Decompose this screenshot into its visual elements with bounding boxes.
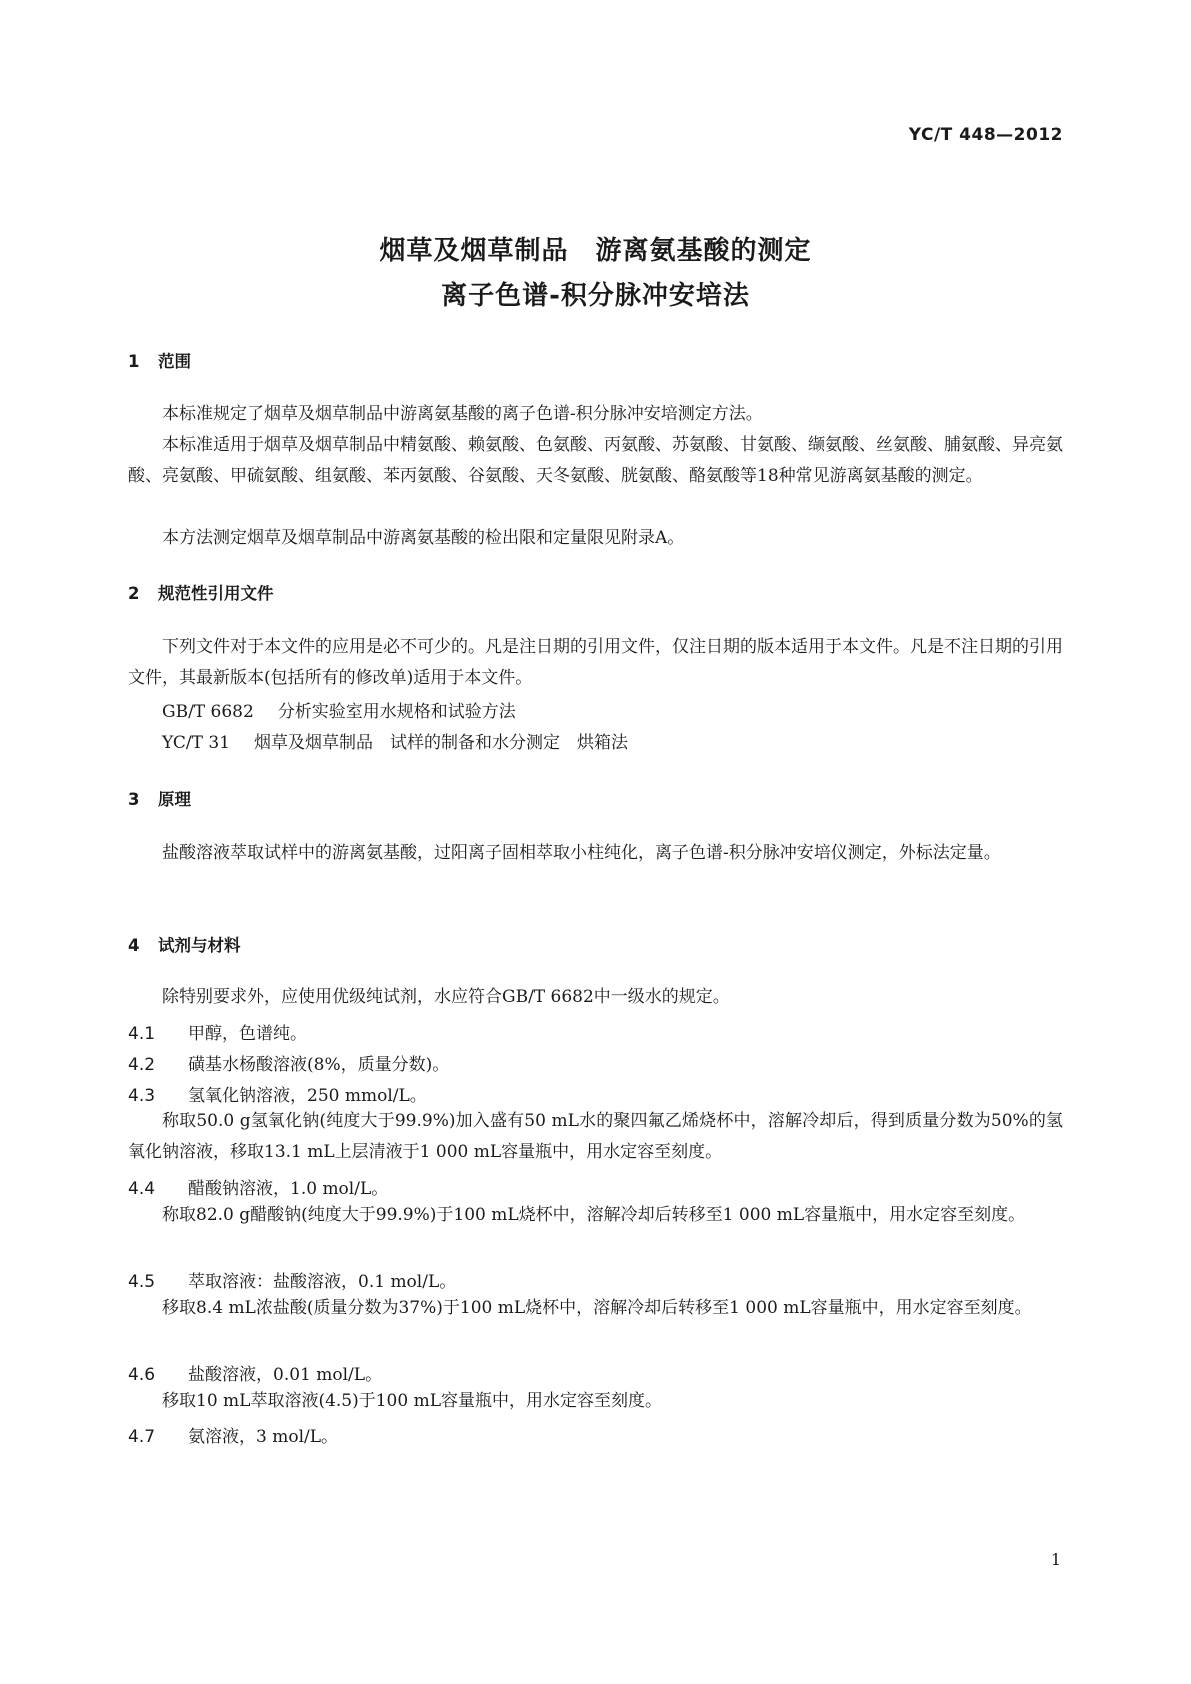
- scope-paragraph-2: 本标准适用于烟草及烟草制品中精氨酸、赖氨酸、色氨酸、丙氨酸、苏氨酸、甘氨酸、缬氨酸、丝氨酸、脯氨酸、异亮氨酸、亮氨酸、甲硫氨酸、组氨酸、苯丙氨酸、谷氨酸、天冬氨酸、胱氨酸、酪氨酸等18种常见游离氨基酸的测定。: [128, 435, 1063, 486]
- section-1-heading: [128, 348, 191, 372]
- reference-title: 分析实验室用水规格和试验方法: [277, 702, 516, 722]
- item-text: 萃取溶液：盐酸溶液，0.1 mol/L。: [188, 1272, 457, 1292]
- reference-item: [162, 728, 628, 753]
- section-number: 2: [128, 584, 140, 603]
- item-text: 醋酸钠溶液，1.0 mol/L。: [188, 1179, 389, 1199]
- page-number: 1: [1050, 1550, 1061, 1569]
- scope-paragraph-1: 本标准规定了烟草及烟草制品中游离氨基酸的离子色谱-积分脉冲安培测定方法。: [162, 404, 763, 424]
- section-number: 3: [128, 790, 140, 809]
- item-text: 盐酸溶液，0.01 mol/L。: [188, 1365, 383, 1385]
- scope-paragraph-3: 本方法测定烟草及烟草制品中游离氨基酸的检出限和定量限见附录A。: [162, 528, 685, 548]
- item-number: 4.7: [128, 1427, 156, 1447]
- section-title: 原理: [158, 790, 191, 809]
- reagent-item: [128, 1019, 307, 1044]
- item-number: 4.3: [128, 1086, 156, 1106]
- reagent-item: [128, 1360, 382, 1385]
- item-text: 甲醇，色谱纯。: [188, 1024, 307, 1044]
- item-text: 磺基水杨酸溶液(8%，质量分数)。: [188, 1055, 450, 1075]
- item-number: 4.4: [128, 1179, 156, 1199]
- standard-code: YC/T 448—2012: [908, 125, 1063, 145]
- item-text: 氢氧化钠溶液，250 mmol/L。: [188, 1086, 427, 1106]
- document-title-line-1: 烟草及烟草制品 游离氨基酸的测定: [379, 236, 812, 266]
- item-number: 4.5: [128, 1272, 156, 1292]
- reference-item: [162, 697, 516, 722]
- section-title: 试剂与材料: [158, 936, 241, 955]
- reagent-item: [128, 1422, 338, 1447]
- item-number: 4.2: [128, 1055, 156, 1075]
- reagent-preparation: 移取8.4 mL浓盐酸(质量分数为37%)于100 mL烧杯中，溶解冷却后转移至1 000 mL容量瓶中，用水定容至刻度。: [162, 1298, 1032, 1318]
- references-paragraph: 下列文件对于本文件的应用是必不可少的。凡是注日期的引用文件，仅注日期的版本适用于本文件。凡是不注日期的引用文件，其最新版本(包括所有的修改单)适用于本文件。: [128, 637, 1063, 688]
- section-title: 规范性引用文件: [158, 584, 274, 603]
- item-number: 4.6: [128, 1365, 156, 1385]
- section-4-heading: [128, 932, 241, 956]
- section-number: 4: [128, 936, 140, 955]
- item-number: 4.1: [128, 1024, 156, 1044]
- reference-code: YC/T 31: [162, 733, 231, 753]
- section-3-heading: [128, 786, 191, 810]
- reagent-preparation: 移取10 mL萃取溶液(4.5)于100 mL容量瓶中，用水定容至刻度。: [162, 1391, 663, 1411]
- item-text: 氨溶液，3 mol/L。: [188, 1427, 339, 1447]
- reagent-item: [128, 1267, 456, 1292]
- reagent-preparation: 称取82.0 g醋酸钠(纯度大于99.9%)于100 mL烧杯中，溶解冷却后转移至1 000 mL容量瓶中，用水定容至刻度。: [162, 1205, 1026, 1225]
- reagent-item: [128, 1174, 388, 1199]
- reagent-item: [128, 1081, 427, 1106]
- reference-code: GB/T 6682: [162, 702, 254, 722]
- reagent-item: [128, 1050, 449, 1075]
- reagent-preparation: 称取50.0 g氢氧化钠(纯度大于99.9%)加入盛有50 mL水的聚四氟乙烯烧杯中，溶解冷却后，得到质量分数为50%的氢氧化钠溶液，移取13.1 mL上层清液于1 000 mL容量瓶中，用水定容至刻度。: [128, 1111, 1063, 1162]
- document-title-line-2: 离子色谱-积分脉冲安培法: [441, 281, 750, 311]
- reference-title: 烟草及烟草制品 试样的制备和水分测定 烘箱法: [254, 733, 629, 753]
- reagents-intro: 除特别要求外，应使用优级纯试剂，水应符合GB/T 6682中一级水的规定。: [162, 987, 730, 1007]
- section-2-heading: [128, 580, 274, 604]
- section-number: 1: [128, 352, 140, 371]
- section-title: 范围: [158, 352, 191, 371]
- principle-paragraph: 盐酸溶液萃取试样中的游离氨基酸，过阳离子固相萃取小柱纯化，离子色谱-积分脉冲安培仪测定，外标法定量。: [162, 843, 1001, 863]
